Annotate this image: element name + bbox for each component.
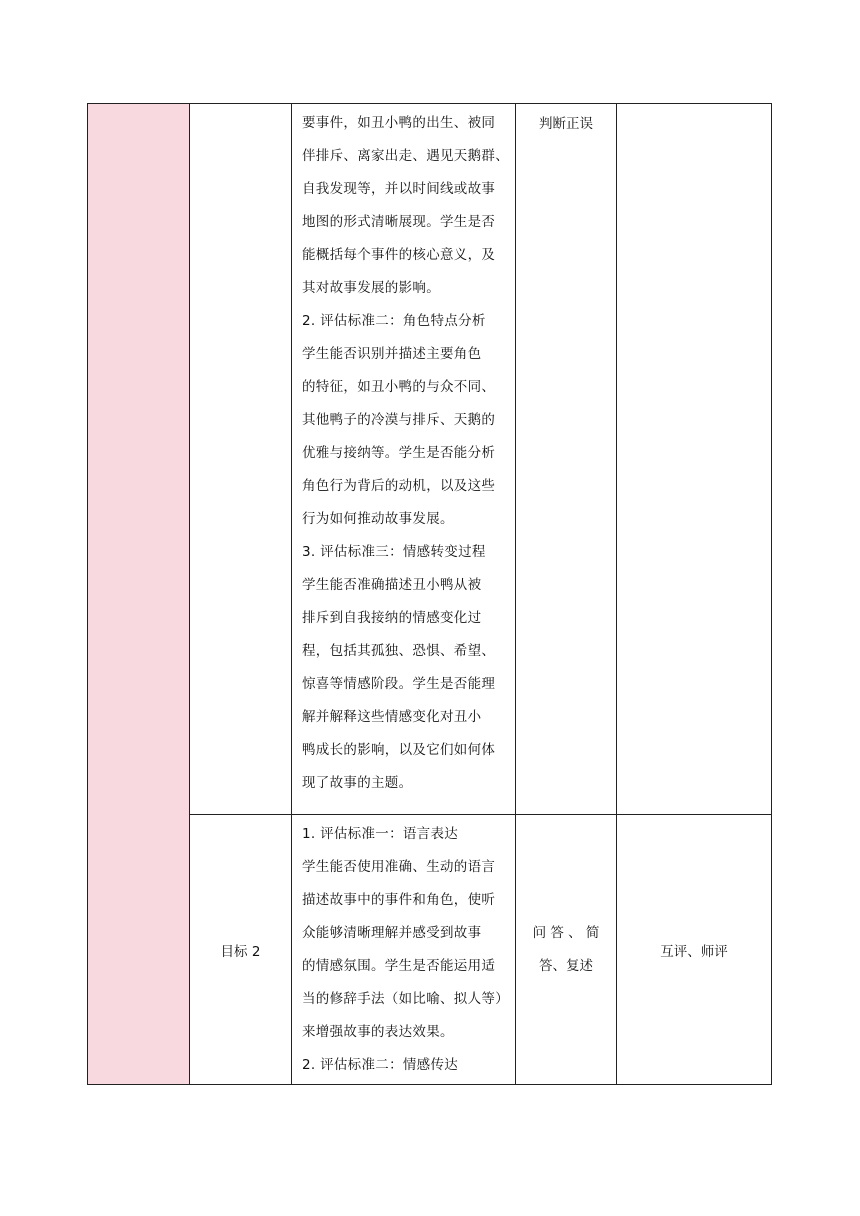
criteria-line: 当的修辞手法（如比喻、拟人等）	[302, 991, 509, 1007]
criteria-line: 地图的形式清晰展现。学生是否	[302, 214, 496, 230]
criteria-text	[292, 104, 515, 800]
criteria-line: 学生能否准确描述丑小鸭从被	[302, 577, 482, 593]
criteria-line: 要事件，如丑小鸭的出生、被同	[302, 115, 496, 131]
method-text: 判断正误	[539, 116, 593, 132]
criteria-line: 行为如何推动故事发展。	[302, 511, 454, 527]
method-cell	[516, 104, 617, 815]
criteria-line: 自我发现等，并以时间线或故事	[302, 181, 496, 197]
table-row	[88, 815, 772, 1085]
criteria-line: 的特征，如丑小鸭的与众不同、	[302, 379, 496, 395]
evaluator-cell: 互评、师评	[617, 815, 772, 1085]
criteria-line: 学生能否使用准确、生动的语言	[302, 859, 496, 875]
criteria-line: 其他鸭子的冷漠与排斥、天鹅的	[302, 412, 496, 428]
criteria-line: 现了故事的主题。	[302, 775, 413, 791]
criteria-cell	[292, 815, 516, 1085]
criteria-line: 解并解释这些情感变化对丑小	[302, 709, 482, 725]
method-line: 问 答 、 简	[532, 924, 600, 941]
criteria-line: 角色行为背后的动机，以及这些	[302, 478, 496, 494]
criteria-cell	[292, 104, 516, 815]
criteria-line: 3. 评估标准三：情感转变过程	[302, 544, 486, 560]
goal-cell: 目标 2	[190, 815, 292, 1085]
table-row	[88, 104, 772, 815]
criteria-line: 程，包括其孤独、恐惧、希望、	[302, 643, 496, 659]
category-cell	[88, 104, 190, 1085]
criteria-line: 学生能否识别并描述主要角色	[302, 346, 482, 362]
criteria-line: 排斥到自我接纳的情感变化过	[302, 610, 482, 626]
criteria-line: 2. 评估标准二：角色特点分析	[302, 313, 486, 329]
method-cell	[516, 815, 617, 1085]
criteria-line: 众能够清晰理解并感受到故事	[302, 925, 482, 941]
criteria-line: 描述故事中的事件和角色，使听	[302, 892, 496, 908]
method-line: 答、复述	[539, 957, 593, 974]
criteria-line: 1. 评估标准一：语言表达	[302, 826, 459, 842]
goal-cell	[190, 104, 292, 815]
criteria-line: 2. 评估标准二：情感传达	[302, 1057, 459, 1073]
criteria-line: 伴排斥、离家出走、遇见天鹅群、	[302, 148, 509, 164]
criteria-text	[292, 815, 515, 1082]
criteria-line: 优雅与接纳等。学生是否能分析	[302, 445, 496, 461]
criteria-line: 的情感氛围。学生是否能运用适	[302, 958, 496, 974]
criteria-line: 鸭成长的影响，以及它们如何体	[302, 742, 496, 758]
criteria-line: 来增强故事的表达效果。	[302, 1024, 454, 1040]
evaluation-table	[87, 103, 772, 1085]
criteria-line: 惊喜等情感阶段。学生是否能理	[302, 676, 496, 692]
evaluator-cell	[617, 104, 772, 815]
criteria-line: 能概括每个事件的核心意义，及	[302, 247, 496, 263]
criteria-line: 其对故事发展的影响。	[302, 280, 440, 296]
